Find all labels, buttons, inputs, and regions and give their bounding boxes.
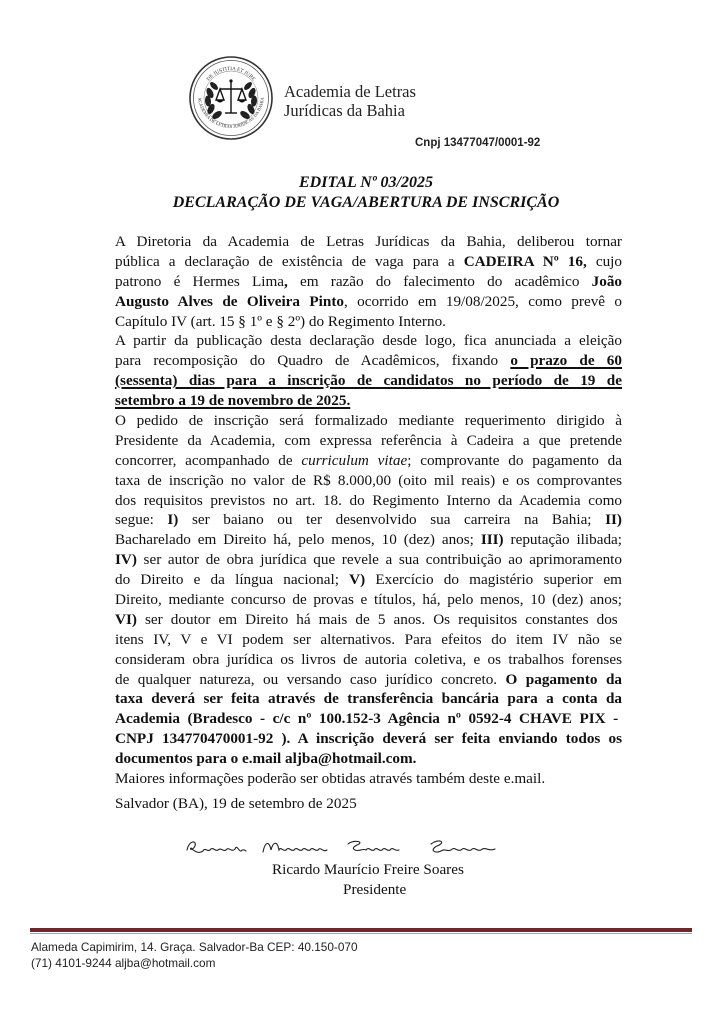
footer-divider-thin [30, 933, 692, 934]
signer-name: Ricardo Maurício Freire Soares [272, 861, 464, 878]
body-line [115, 371, 622, 391]
body-line: VI) ser doutor em Direito há mais de 5 anos. Os requisitos constantes dos [115, 610, 618, 628]
cadeira-number: CADEIRA Nº 16, [463, 252, 587, 270]
handwritten-signature [183, 832, 553, 862]
contact-email-instruction: documentos para o e.mail aljba@hotmail.com. [115, 750, 417, 768]
edital-body [115, 232, 622, 789]
org-name-line1: Academia de Letras [284, 82, 416, 101]
letterhead [188, 55, 488, 145]
body-line: para recomposição do Quadro de Acadêmicos, fixando o prazo de 60 [115, 352, 622, 370]
body-line: Presidente da Academia, com expressa referência à Cadeira a que pretende [115, 431, 622, 449]
body-line: O pedido de inscrição será formalizado mediante requerimento dirigido à [115, 412, 622, 430]
org-name-line2: Jurídicas da Bahia [284, 101, 405, 120]
body-line: CNPJ 134770470001-92 ). A inscrição deverá ser feita enviando todos os [115, 730, 622, 748]
registration-period: (sessenta) dias para a inscrição de candidatos no período de 19 de [115, 372, 622, 390]
edital-subject-title: DECLARAÇÃO DE VAGA/ABERTURA DE INSCRIÇÃO [172, 194, 560, 211]
body-line: de qualquer natureza, ou versando caso jurídico concreto. O pagamento da [115, 670, 622, 688]
body-line: consideram obra jurídica os livros de autoria coletiva, e os trabalhos forenses [115, 650, 622, 668]
edital-number-title: EDITAL Nº 03/2025 [299, 174, 433, 191]
body-line [115, 749, 622, 769]
body-line: IV) ser autor de obra jurídica que revele a sua contribuição ao aprimoramento [115, 551, 622, 569]
body-line [115, 471, 622, 491]
body-line: segue: I) ser baiano ou ter desenvolvido sua carreira na Bahia; II) [115, 511, 622, 529]
footer-contact: (71) 4101-9244 aljba@hotmail.com [31, 956, 216, 970]
body-line: setembro a 19 de novembro de 2025. [115, 392, 351, 410]
body-line: taxa deverá ser feita através de transferência bancária para a conta da [115, 690, 622, 708]
cnpj-number: Cnpj 13477047/0001-92 [415, 137, 541, 149]
academy-seal-logo [188, 55, 274, 141]
registration-fee: taxa de inscrição no valor de R$ 8.000,00 (oito mil reais) e os comprovantes [115, 471, 622, 489]
body-line: A partir da publicação desta declaração desde logo, fica anunciada a eleição [115, 332, 622, 350]
body-line: Augusto Alves de Oliveira Pinto, ocorrido em 19/08/2025, como prevê o [115, 292, 622, 310]
signer-role: Presidente [343, 881, 407, 898]
organization-name [284, 82, 416, 120]
bank-details: Academia (Bradesco - c/c nº 100.152-3 Agência nº 0592-4 CHAVE PIX - [115, 710, 619, 728]
body-line: Bacharelado em Direito há, pelo menos, 10 (dez) anos; III) reputação ilibada; [115, 531, 622, 549]
footer [31, 939, 358, 971]
body-line: itens IV, V e VI podem ser alternativos. Para efeitos do item IV não se [115, 630, 622, 648]
place-and-date: Salvador (BA), 19 de setembro de 2025 [115, 795, 357, 812]
body-line [115, 709, 622, 729]
body-line: Direito, mediante concurso de provas e títulos, há, pelo menos, 10 (dez) anos; [115, 591, 622, 609]
body-line: Maiores informações poderão ser obtidas através também deste e.mail. [115, 770, 546, 788]
footer-address: Alameda Capimirim, 14. Graça. Salvador-Ba CEP: 40.150-070 [31, 940, 358, 954]
body-line: Capítulo IV (art. 15 § 1º e § 2º) do Regimento Interno. [115, 312, 446, 330]
body-line: dos requisitos previstos no art. 18. do Regimento Interno da Academia como [115, 491, 622, 509]
body-line: A Diretoria da Academia de Letras Jurídicas da Bahia, deliberou tornar [115, 233, 622, 250]
body-line: do Direito e da língua nacional; V) Exercício do magistério superior em [115, 571, 622, 589]
deceased-academic-name: Augusto Alves de Oliveira Pinto [115, 292, 344, 310]
seal-text-bottom: ACADEMIA DE LETRAS JURÍDICAS DA BAHIA [197, 96, 265, 130]
seal-text-top: DE JUSTITIA ET JURE [205, 65, 257, 83]
body-line: patrono é Hermes Lima, em razão do falecimento do acadêmico João [115, 272, 622, 290]
body-line: concorrer, acompanhado de curriculum vitae; comprovante do pagamento da [115, 451, 622, 469]
body-line: pública a declaração de existência de vaga para a CADEIRA Nº 16, cujo [115, 252, 622, 270]
footer-divider [30, 928, 692, 932]
